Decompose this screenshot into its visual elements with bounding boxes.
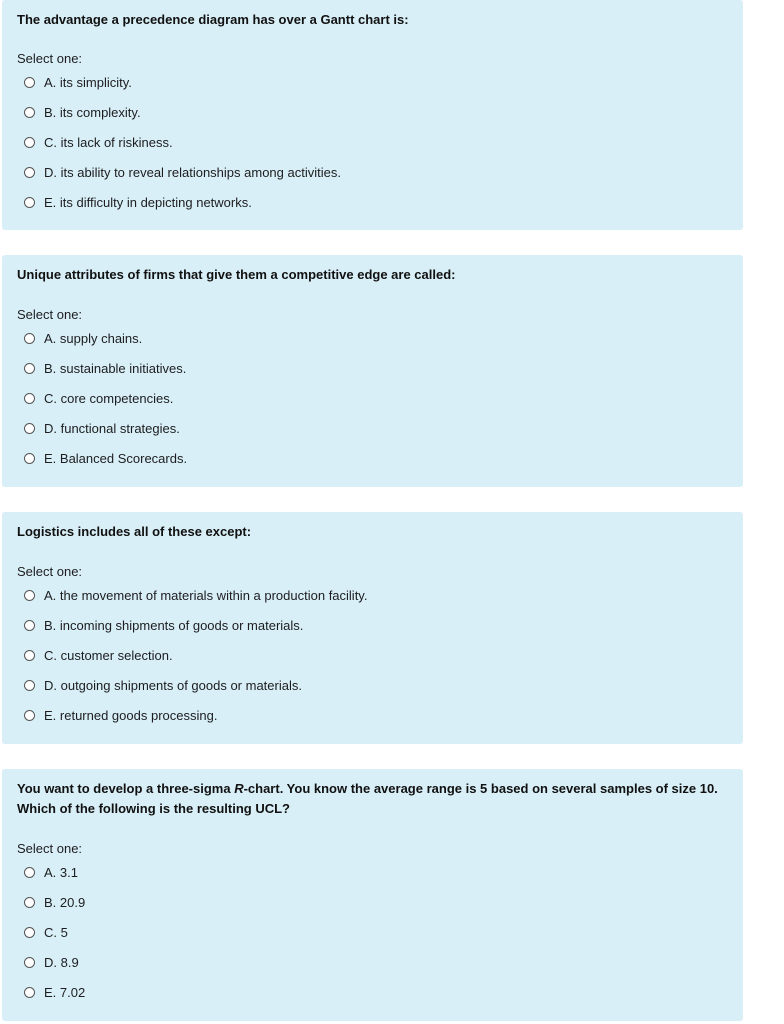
radio-button[interactable] [24,650,35,661]
option-c[interactable] [17,127,728,157]
select-one-label: Select one: [17,564,83,579]
question-text: Unique attributes of firms that give them a competitive edge are called: [17,267,456,282]
radio-button[interactable] [24,363,35,374]
option-label: C. 5 [44,924,68,940]
select-one-label: Select one: [17,307,83,322]
option-label: B. its complexity. [44,104,141,120]
option-label: E. returned goods processing. [44,707,218,723]
option-label: A. the movement of materials within a production facility. [44,587,368,603]
radio-button[interactable] [24,423,35,434]
radio-button[interactable] [24,453,35,464]
option-list [17,67,728,217]
option-label: E. Balanced Scorecards. [44,450,188,466]
option-e[interactable] [17,700,728,730]
radio-button[interactable] [24,333,35,344]
question-text-end: -chart. You know the average range is 5 based on several samples of size 10. Which of the following is the resulting UCL? [17,781,718,816]
radio-button[interactable] [24,167,35,178]
radio-button[interactable] [24,107,35,118]
option-d[interactable] [17,947,728,977]
option-d[interactable] [17,157,728,187]
select-one-label: Select one: [17,841,83,856]
option-label: D. its ability to reveal relationships among activities. [44,164,341,180]
radio-button[interactable] [24,710,35,721]
option-label: C. core competencies. [44,390,174,406]
radio-button[interactable] [24,590,35,601]
option-label: B. incoming shipments of goods or materials. [44,617,304,633]
question-text: The advantage a precedence diagram has over a Gantt chart is: [17,12,409,27]
option-label: E. 7.02 [44,984,86,1000]
select-one-label: Select one: [17,51,83,66]
question-text [17,779,728,819]
radio-button[interactable] [24,137,35,148]
option-b[interactable] [17,97,728,127]
question-text: Logistics includes all of these except: [17,524,252,539]
option-label: C. customer selection. [44,647,173,663]
question-card-2 [2,255,743,487]
option-a[interactable] [17,67,728,97]
option-d[interactable] [17,670,728,700]
radio-button[interactable] [24,987,35,998]
radio-button[interactable] [24,927,35,938]
option-e[interactable] [17,443,728,473]
radio-button[interactable] [24,620,35,631]
question-card-3 [2,512,743,744]
option-a[interactable] [17,580,728,610]
option-label: E. its difficulty in depicting networks. [44,194,252,210]
option-d[interactable] [17,413,728,443]
radio-button[interactable] [24,957,35,968]
option-b[interactable] [17,887,728,917]
question-card-4 [2,769,743,1021]
option-label: A. 3.1 [44,864,78,880]
option-b[interactable] [17,353,728,383]
option-label: D. functional strategies. [44,420,180,436]
option-e[interactable] [17,977,728,1007]
option-e[interactable] [17,187,728,217]
radio-button[interactable] [24,197,35,208]
option-label: B. 20.9 [44,894,86,910]
option-label: D. outgoing shipments of goods or materials. [44,677,302,693]
question-card-1 [2,0,743,230]
option-c[interactable] [17,640,728,670]
radio-button[interactable] [24,897,35,908]
option-a[interactable] [17,857,728,887]
option-label: C. its lack of riskiness. [44,134,173,150]
radio-button[interactable] [24,680,35,691]
option-c[interactable] [17,917,728,947]
option-label: D. 8.9 [44,954,79,970]
option-list [17,323,728,473]
question-text-italic: R [234,781,244,796]
option-c[interactable] [17,383,728,413]
option-label: A. supply chains. [44,330,143,346]
option-list [17,580,728,730]
question-text-start: You want to develop a three-sigma [17,781,235,796]
option-a[interactable] [17,323,728,353]
radio-button[interactable] [24,867,35,878]
option-list [17,857,728,1007]
radio-button[interactable] [24,77,35,88]
option-label: B. sustainable initiatives. [44,360,187,376]
option-b[interactable] [17,610,728,640]
radio-button[interactable] [24,393,35,404]
option-label: A. its simplicity. [44,74,132,90]
